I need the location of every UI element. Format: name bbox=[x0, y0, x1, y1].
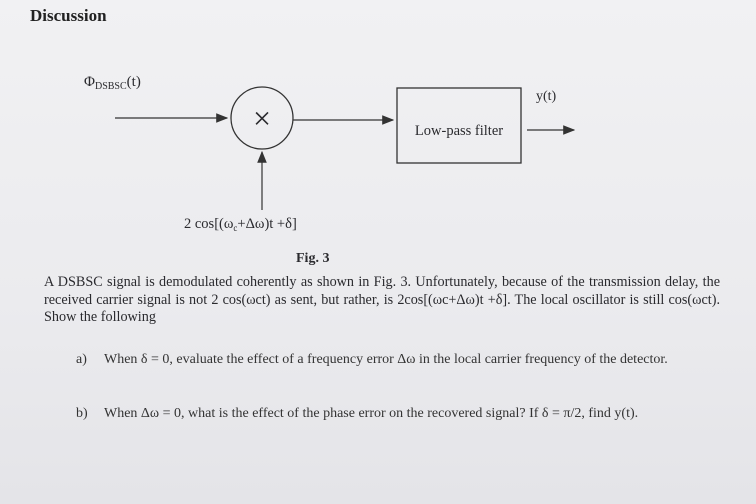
input-signal-label: $\Phi_{DSBSC}(t)$ bbox=[84, 74, 141, 92]
question-b-text: When Δω = 0, what is the effect of the phase error on the recovered signal? If δ = π/2, find y(t). bbox=[104, 406, 639, 421]
question-a-text: When δ = 0, evaluate the effect of a frequency error Δω in the local carrier frequency of the detector. bbox=[104, 352, 668, 367]
carrier-label: 2 $\cos[(\omega_c+\Delta\omega)t +\delta]$ bbox=[184, 216, 297, 233]
multiplier-symbol: × bbox=[252, 100, 272, 136]
question-a-label: a) bbox=[76, 352, 87, 367]
block-diagram bbox=[0, 0, 756, 250]
output-label: y(t) bbox=[536, 89, 557, 104]
low-pass-filter-label: Low-pass filter bbox=[414, 123, 504, 139]
question-b-label: b) bbox=[76, 406, 88, 421]
figure-caption: Fig. 3 bbox=[296, 251, 330, 266]
problem-statement: A DSBSC signal is demodulated coherently as shown in Fig. 3. Unfortunately, because of the transmission delay, the received carrier signal is not 2 cos(ωct) as sent, but rather, is 2cos[(ωc+Δω)t +δ]. The local oscillator is still cos(ωct). Show the following bbox=[44, 274, 720, 325]
section-heading: Discussion bbox=[30, 6, 107, 25]
